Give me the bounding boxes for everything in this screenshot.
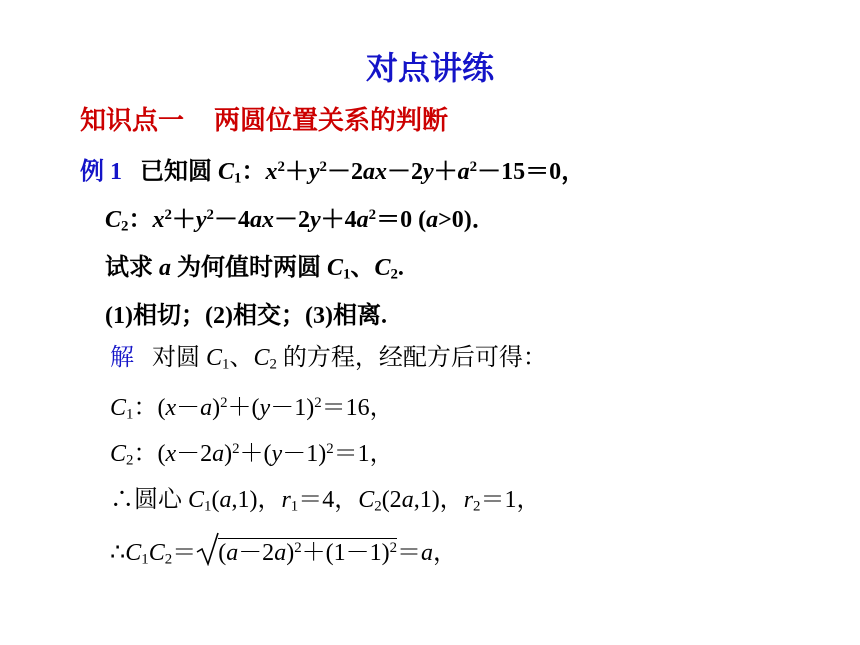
solution-line-1: 解 对圆 $C_1$、$C_2$ 的方程，经配方后可得： (110, 345, 547, 373)
example-line-4: (1)相切；(2)相交；(3)相离. (105, 303, 387, 329)
example-line-3: 试求 a 为何值时两圆 $C_1$、$C_2$. (105, 255, 404, 283)
section-label: 知识点一 (80, 106, 185, 136)
solution-line-3: $C_2$：$(x-2a)^2+(y-1)^2=1$， (110, 440, 394, 469)
example-label: 例 1 (80, 159, 122, 185)
section-text: 两圆位置关系的判断 (214, 106, 449, 136)
example-line-1: 例 1 已知圆 $C_1$：$x^2+y^2-2ax-2y+a^2-15=0$， (80, 158, 586, 187)
example-line-2: $C_2$：$x^2+y^2-4ax-2y+4a^2=0$ (a>0)． (105, 206, 496, 235)
square-root-icon: $(a-2a)^2+(1-1)^2$ (196, 538, 397, 565)
solution-label: 解 (110, 345, 134, 371)
solution-line-4: ∴圆心 $C_1(a,1)$，$r_1=4$，$C_2(2a,1)$，$r_2=1$， (110, 487, 541, 515)
section-heading (80, 108, 448, 134)
page-title: 对点讲练 (365, 49, 494, 87)
solution-line-2: $C_1$：$(x-a)^2+(y-1)^2=16$， (110, 394, 394, 423)
solution-line-5: $\therefore C_1C_2=$ $(a-2a)^2+(1-1)^2=a$， (110, 538, 457, 565)
